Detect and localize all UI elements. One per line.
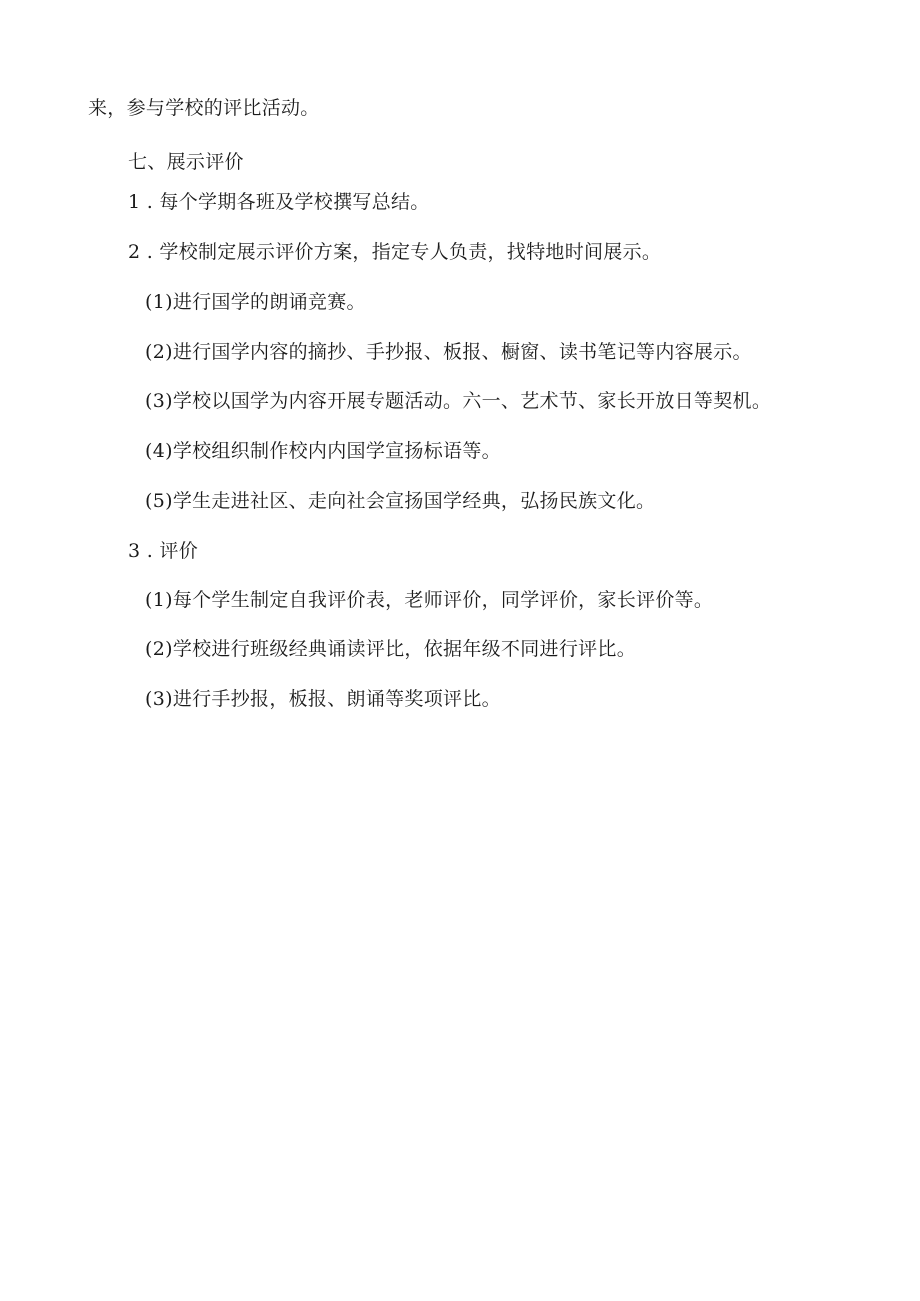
continuation-paragraph: 来，参与学校的评比活动。	[88, 97, 320, 119]
sub-list-item: (2)进行国学内容的摘抄、手抄报、板报、橱窗、读书笔记等内容展示。	[145, 341, 752, 363]
sub-list-item: (3)学校以国学为内容开展专题活动。六一、艺术节、家长开放日等契机。	[145, 390, 772, 412]
sub-list-item: (1)进行国学的朗诵竞赛。	[145, 291, 366, 313]
list-item: 2 . 学校制定展示评价方案，指定专人负责，找特地时间展示。	[128, 241, 662, 263]
section-heading: 七、展示评价	[128, 151, 244, 173]
list-item: 1 . 每个学期各班及学校撰写总结。	[128, 191, 430, 213]
sub-list-item: (1)每个学生制定自我评价表，老师评价，同学评价，家长评价等。	[145, 589, 714, 611]
sub-list-item: (4)学校组织制作校内内国学宣扬标语等。	[145, 440, 501, 462]
sub-list-item: (5)学生走进社区、走向社会宣扬国学经典，弘扬民族文化。	[145, 490, 656, 512]
sub-list-item: (3)进行手抄报，板报、朗诵等奖项评比。	[145, 688, 501, 710]
list-item: 3 . 评价	[128, 540, 199, 562]
sub-list-item: (2)学校进行班级经典诵读评比，依据年级不同进行评比。	[145, 638, 637, 660]
